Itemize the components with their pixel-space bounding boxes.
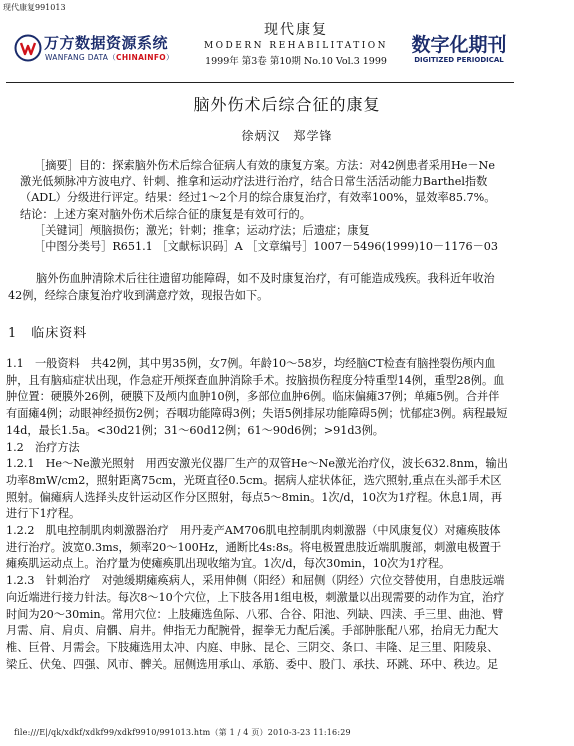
wanfang-logo xyxy=(14,32,182,68)
wanfang-logo-en: WANFANG DATA（CHINAINFO） xyxy=(45,53,174,62)
paragraph-acupuncture: 1.2.3 针刺治疗 对弛缓期瘫痪病人，采用伸侧（阳经）和屈侧（阴经）穴位交替使用，自患肢远端向近端进行接力针法。每次8～10个穴位，上下肢各用1组电极，刺激量以出现需要的动作为宜，治疗时间为20～30min。常用穴位：上肢瘫选鱼际、八邪、合谷、阳池、列缺、四渎、手三里、曲池、臂月需、肩、肩贞、肩髃、肩井。伸指无力配腕骨，握拳无力配后溪。手部肿胀配八邪，抬肩无力配大椎、巨骨、月需会。下肢瘫选用太冲、内庭、申脉、昆仑、三阴交、条口、丰隆、足三里、阳陵泉、梁丘、伏兔、四强、风市、髀关。屈侧选用承山、承筋、委中、股门、承扶、环跳、环中、秩边。足 xyxy=(6,574,505,671)
journal-volume: 1999年 第3卷 第10期 No.10 Vol.3 1999 xyxy=(205,56,387,67)
journal-header xyxy=(196,19,396,67)
intro-paragraph: 脑外伤血肿清除术后往往遗留功能障碍，如不及时康复治疗，有可能造成残疾。我科近年收治42例，经综合康复治疗收到满意疗效，现报告如下。 xyxy=(8,272,495,302)
introduction xyxy=(8,270,508,304)
digital-periodical-logo xyxy=(404,30,514,64)
header-divider xyxy=(6,82,514,83)
article-authors: 徐炳汉 郑学锋 xyxy=(241,129,333,143)
classification: ［中图分类号］R651.1 ［文献标识码］A ［文章编号］1007－5496(1999)10－1176－03 xyxy=(34,240,499,254)
journal-name-cn: 现代康复 xyxy=(264,22,328,38)
document-id-note: 现代康复991013 xyxy=(3,3,66,12)
wanfang-logo-icon xyxy=(14,34,42,62)
keywords: ［关键词］颅脑损伤；激光；针刺；推拿；运动疗法；后遗症；康复 xyxy=(34,223,370,237)
digital-periodical-en: DIGITIZED PERIODICAL xyxy=(414,56,504,64)
subheading-treatment: 1.2 治疗方法 xyxy=(6,440,80,454)
digital-periodical-cn: 数字化期刊 xyxy=(411,34,507,56)
section-heading: 1 临床资料 xyxy=(8,326,88,341)
abstract-block xyxy=(20,158,500,255)
article-title: 脑外伤术后综合征的康复 xyxy=(193,95,381,114)
journal-name-en: MODERN REHABILITATION xyxy=(203,41,389,51)
wanfang-logo-cn: 万方数据资源系统 xyxy=(44,34,169,52)
page-footer-url: file:///E|/qk/xdkf/xdkf99/xdkf9910/991013.htm（第 1 / 4 页）2010-3-23 11:16:29 xyxy=(14,728,351,737)
paragraph-general-data: 1.1 一般资料 共42例，其中男35例，女7例。年龄10～58岁，均经脑CT检查有脑挫裂伤颅内血肿，且有脑疝症状出现，作急症开颅探查血肿消除手术。按脑损伤程度分特重型14例，重型28例。血肿位置：硬膜外26例，硬膜下及颅内血肿10例，多部位血肿6例。临床偏瘫37例；单瘫5例。合并伴有面瘫4例；动眼神经损伤2例；吞咽功能障碍3例；失语5例排尿功能障碍5例；忧郁症3例。病程最短14d，最长1.5a。<30d21例；31～60d12例；61～90d6例；>91d3例。 xyxy=(6,357,508,437)
abstract-text: ［摘要］目的：探索脑外伤术后综合征病人有效的康复方案。方法：对42例患者采用He－Ne激光低频脉冲方波电疗、针刺、推拿和运动疗法进行治疗，结合日常生活活动能力Barthel指数（ADL）分级进行评定。结果：经过1～2个月的综合康复治疗，有效率100%，显效率85.7%。结论：上述方案对脑外伤术后综合征的康复是有效可行的。 xyxy=(20,159,496,221)
paragraph-emg-stimulator: 1.2.2 肌电控制肌肉刺激器治疗 用丹麦产AM706肌电控制肌肉刺激器（中风康复仪）对瘫痪肢体进行治疗。波宽0.3ms，频率20～100Hz，通断比4s:8s。将电极置患肢近端肌腹部，刺激电极置于瘫痪肌运动点上。治疗量为使瘫痪肌出现收缩为宜。1次/d，每次30min，10次为1疗程。 xyxy=(6,524,502,571)
paragraph-laser: 1.2.1 He～Ne激光照射 用西安激光仪器厂生产的双管He～Ne激光治疗仪，波长632.8nm，输出功率8mW/cm2，照射距离75cm，光斑直径0.5cm。据病人症状体征，选穴照射,重点在头部手术区照射。偏瘫病人选择头皮针运动区作分区照射，每点5～8min。1次/d，10次为1疗程。休息1周，再进行下1疗程。 xyxy=(6,457,508,521)
body-text xyxy=(6,356,508,673)
